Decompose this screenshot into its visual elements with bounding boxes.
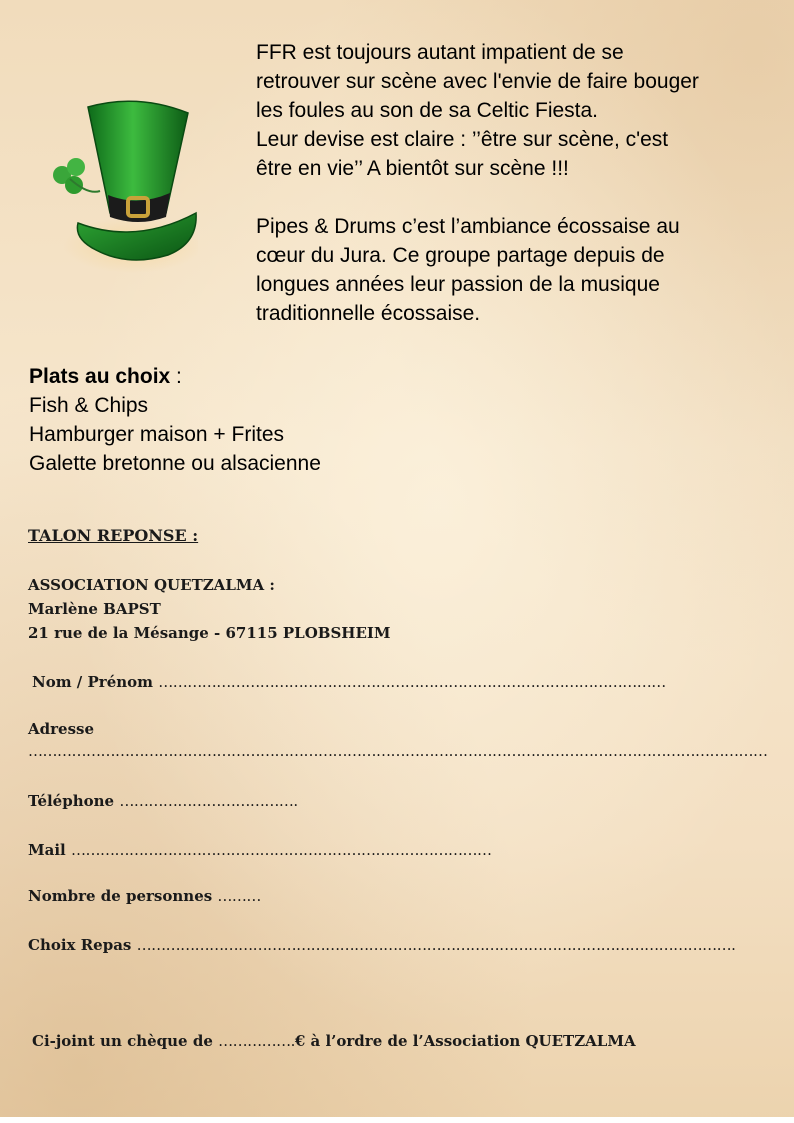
contact-address: 21 rue de la Mésange - 67115 PLOBSHEIM bbox=[28, 624, 391, 642]
nombre-field[interactable] bbox=[28, 887, 261, 905]
association-name: ASSOCIATION QUETZALMA : bbox=[28, 576, 275, 594]
intro-line: Leur devise est claire : ’’être sur scène, c'est bbox=[256, 128, 669, 151]
intro-line: FFR est toujours autant impatient de se bbox=[256, 41, 624, 64]
nombre-label: Nombre de personnes bbox=[28, 887, 213, 905]
menu-item: Fish & Chips bbox=[29, 394, 149, 417]
page-bottom-edge bbox=[0, 1117, 794, 1123]
leprechaun-hat-icon bbox=[48, 95, 198, 280]
nom-field[interactable] bbox=[32, 673, 666, 691]
intro-line: être en vie’’ A bientôt sur scène !!! bbox=[256, 157, 569, 180]
mail-label: Mail bbox=[28, 841, 66, 859]
menu-heading: Plats au choix bbox=[29, 365, 171, 388]
cheque-line bbox=[32, 1032, 636, 1050]
repas-label: Choix Repas bbox=[28, 936, 132, 954]
menu-section bbox=[29, 362, 529, 478]
adresse-label: Adresse bbox=[28, 720, 95, 738]
nom-dots: …………………………………………………………………………………………… bbox=[158, 673, 666, 691]
menu-heading-suffix: : bbox=[170, 365, 182, 388]
repas-dots: ……………………………………………………………………………………………………………. bbox=[136, 936, 736, 954]
menu-heading-line bbox=[29, 362, 529, 391]
telephone-label: Téléphone bbox=[28, 792, 115, 810]
repas-field[interactable] bbox=[28, 936, 735, 954]
intro-line: Pipes & Drums c’est l’ambiance écossaise au bbox=[256, 215, 680, 238]
intro-line: retrouver sur scène avec l'envie de faire bouger bbox=[256, 70, 699, 93]
form-title: TALON REPONSE : bbox=[28, 526, 199, 545]
cheque-prefix: Ci-joint un chèque de bbox=[32, 1032, 213, 1050]
clover-icon bbox=[53, 158, 100, 194]
mail-dots: …………………………………………………………………………… bbox=[70, 841, 492, 859]
intro-line: les foules au son de sa Celtic Fiesta. bbox=[256, 99, 599, 122]
adresse-field[interactable]: ……………………………………………………………………………………………………………………………………… bbox=[28, 742, 768, 760]
menu-item: Hamburger maison + Frites bbox=[29, 423, 285, 446]
intro-line: longues années leur passion de la musique bbox=[256, 273, 660, 296]
telephone-dots: ………………………………. bbox=[119, 792, 298, 810]
cheque-amount-field[interactable]: ……………. bbox=[218, 1032, 295, 1050]
intro-line: cœur du Jura. Ce groupe partage depuis de bbox=[256, 244, 665, 267]
nombre-dots: ……… bbox=[217, 887, 261, 905]
cheque-suffix: € à l’ordre de l’Association QUETZALMA bbox=[294, 1032, 636, 1050]
menu-item: Galette bretonne ou alsacienne bbox=[29, 452, 321, 475]
nom-label: Nom / Prénom bbox=[32, 673, 154, 691]
intro-line: traditionnelle écossaise. bbox=[256, 302, 481, 325]
intro-text bbox=[256, 38, 776, 328]
mail-field[interactable] bbox=[28, 841, 491, 859]
contact-name: Marlène BAPST bbox=[28, 600, 161, 618]
telephone-field[interactable] bbox=[28, 792, 298, 810]
